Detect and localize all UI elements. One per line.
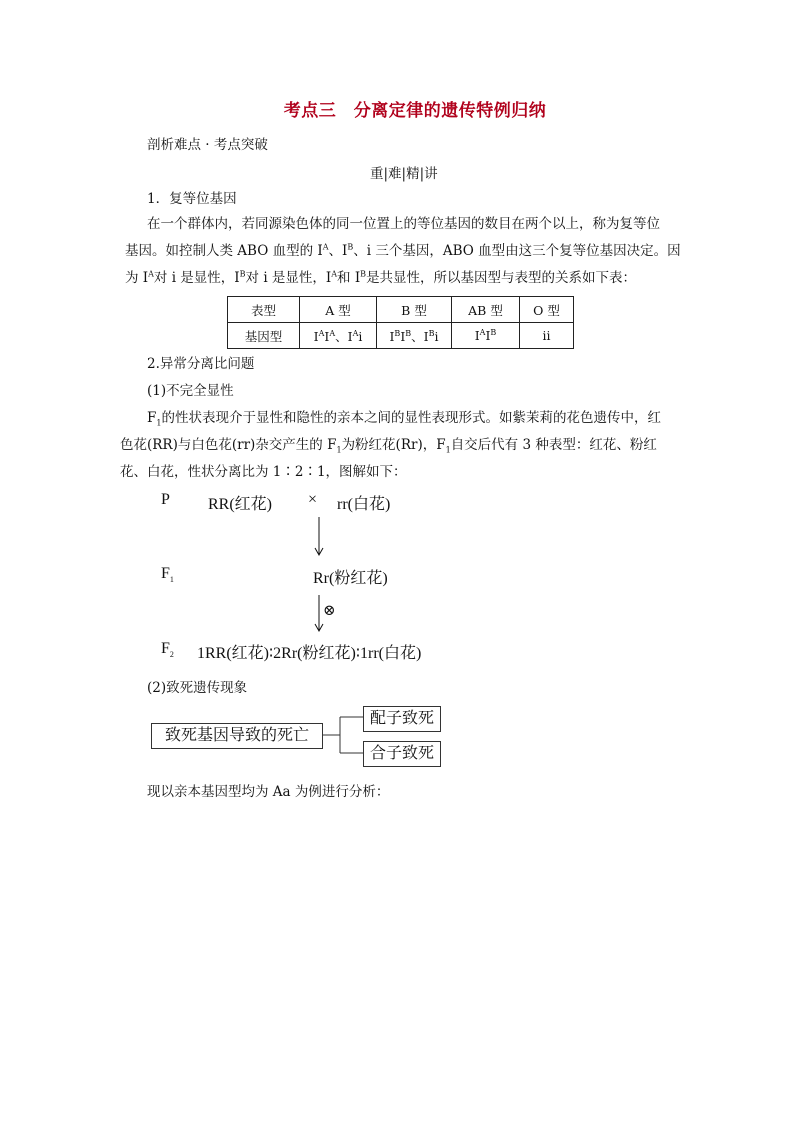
cross-parent-right: rr(白花) <box>337 496 391 513</box>
cross-f2-label: $F_2$ <box>161 640 174 660</box>
section-label: 剖析难点 · 考点突破 <box>147 137 268 153</box>
paragraph-line: 为 $I^A$对 i 是显性，$I^B$对 i 是显性，$I^A$和 $I^B$是共显性，所以基因型与表型的关系如下表： <box>125 269 637 286</box>
heading-lethal: (2)致死遗传现象 <box>147 680 248 696</box>
blood-type-table <box>227 296 574 349</box>
paragraph-line: 基因。如控制人类 ABO 血型的 $I^A$、$I^B$、i 三个基因，ABO 血型由这三个复等位基因决定。因 <box>125 242 681 259</box>
lethal-gamete-box: 配子致死 <box>363 706 441 732</box>
selfing-symbol: ⊗ <box>323 603 336 619</box>
cross-f1-label: $F_1$ <box>161 565 174 585</box>
heading-abnormal-ratio: 2.异常分离比问题 <box>147 356 255 372</box>
table-header: A 型 <box>300 297 377 323</box>
subheading: 重|难|精|讲 <box>370 166 438 182</box>
cross-times: × <box>308 491 318 508</box>
heading-multiple-alleles: 1．复等位基因 <box>147 191 237 207</box>
table-cell: 基因型 <box>228 323 300 349</box>
cross-p-label: P <box>161 491 170 508</box>
table-header: O 型 <box>520 297 574 323</box>
paragraph-line: 花、白花，性状分离比为 1∶2∶1，图解如下： <box>120 464 407 480</box>
paragraph-line: 色花(RR)与白色花(rr)杂交产生的 $F_1$为粉红花(Rr)，$F_1$自交后代有 3 种表型：红花、粉红 <box>120 437 657 455</box>
paragraph-line: 在一个群体内，若同源染色体的同一位置上的等位基因的数目在两个以上，称为复等位 <box>147 216 660 232</box>
cross-f2: 1RR(红花)∶2Rr(粉红花)∶1rr(白花) <box>197 645 422 662</box>
page-title: 考点三 分离定律的遗传特例归纳 <box>283 101 547 121</box>
table-row <box>228 297 574 323</box>
table-header: 表型 <box>228 297 300 323</box>
heading-incomplete-dominance: (1)不完全显性 <box>147 383 234 399</box>
table-cell: $I^BI^B$、$I^Bi$ <box>377 323 452 349</box>
table-cell: ii <box>520 323 574 349</box>
bracket-connector <box>322 712 364 758</box>
cross-f1: Rr(粉红花) <box>313 570 388 587</box>
table-row <box>228 323 574 349</box>
paragraph-line: $F_1$的性状表现介于显性和隐性的亲本之间的显性表现形式。如紫茉莉的花色遗传中，红 <box>147 410 661 428</box>
cross-parent-left: RR(红花) <box>208 496 273 513</box>
table-header: AB 型 <box>452 297 520 323</box>
table-cell: $I^AI^A$、$I^Ai$ <box>300 323 377 349</box>
paragraph-line: 现以亲本基因型均为 Aa 为例进行分析： <box>147 784 390 800</box>
down-arrow-icon <box>312 516 326 558</box>
lethal-zygote-box: 合子致死 <box>363 741 441 767</box>
table-cell: $I^AI^B$ <box>452 323 520 349</box>
lethal-main-box: 致死基因导致的死亡 <box>151 723 323 749</box>
table-header: B 型 <box>377 297 452 323</box>
